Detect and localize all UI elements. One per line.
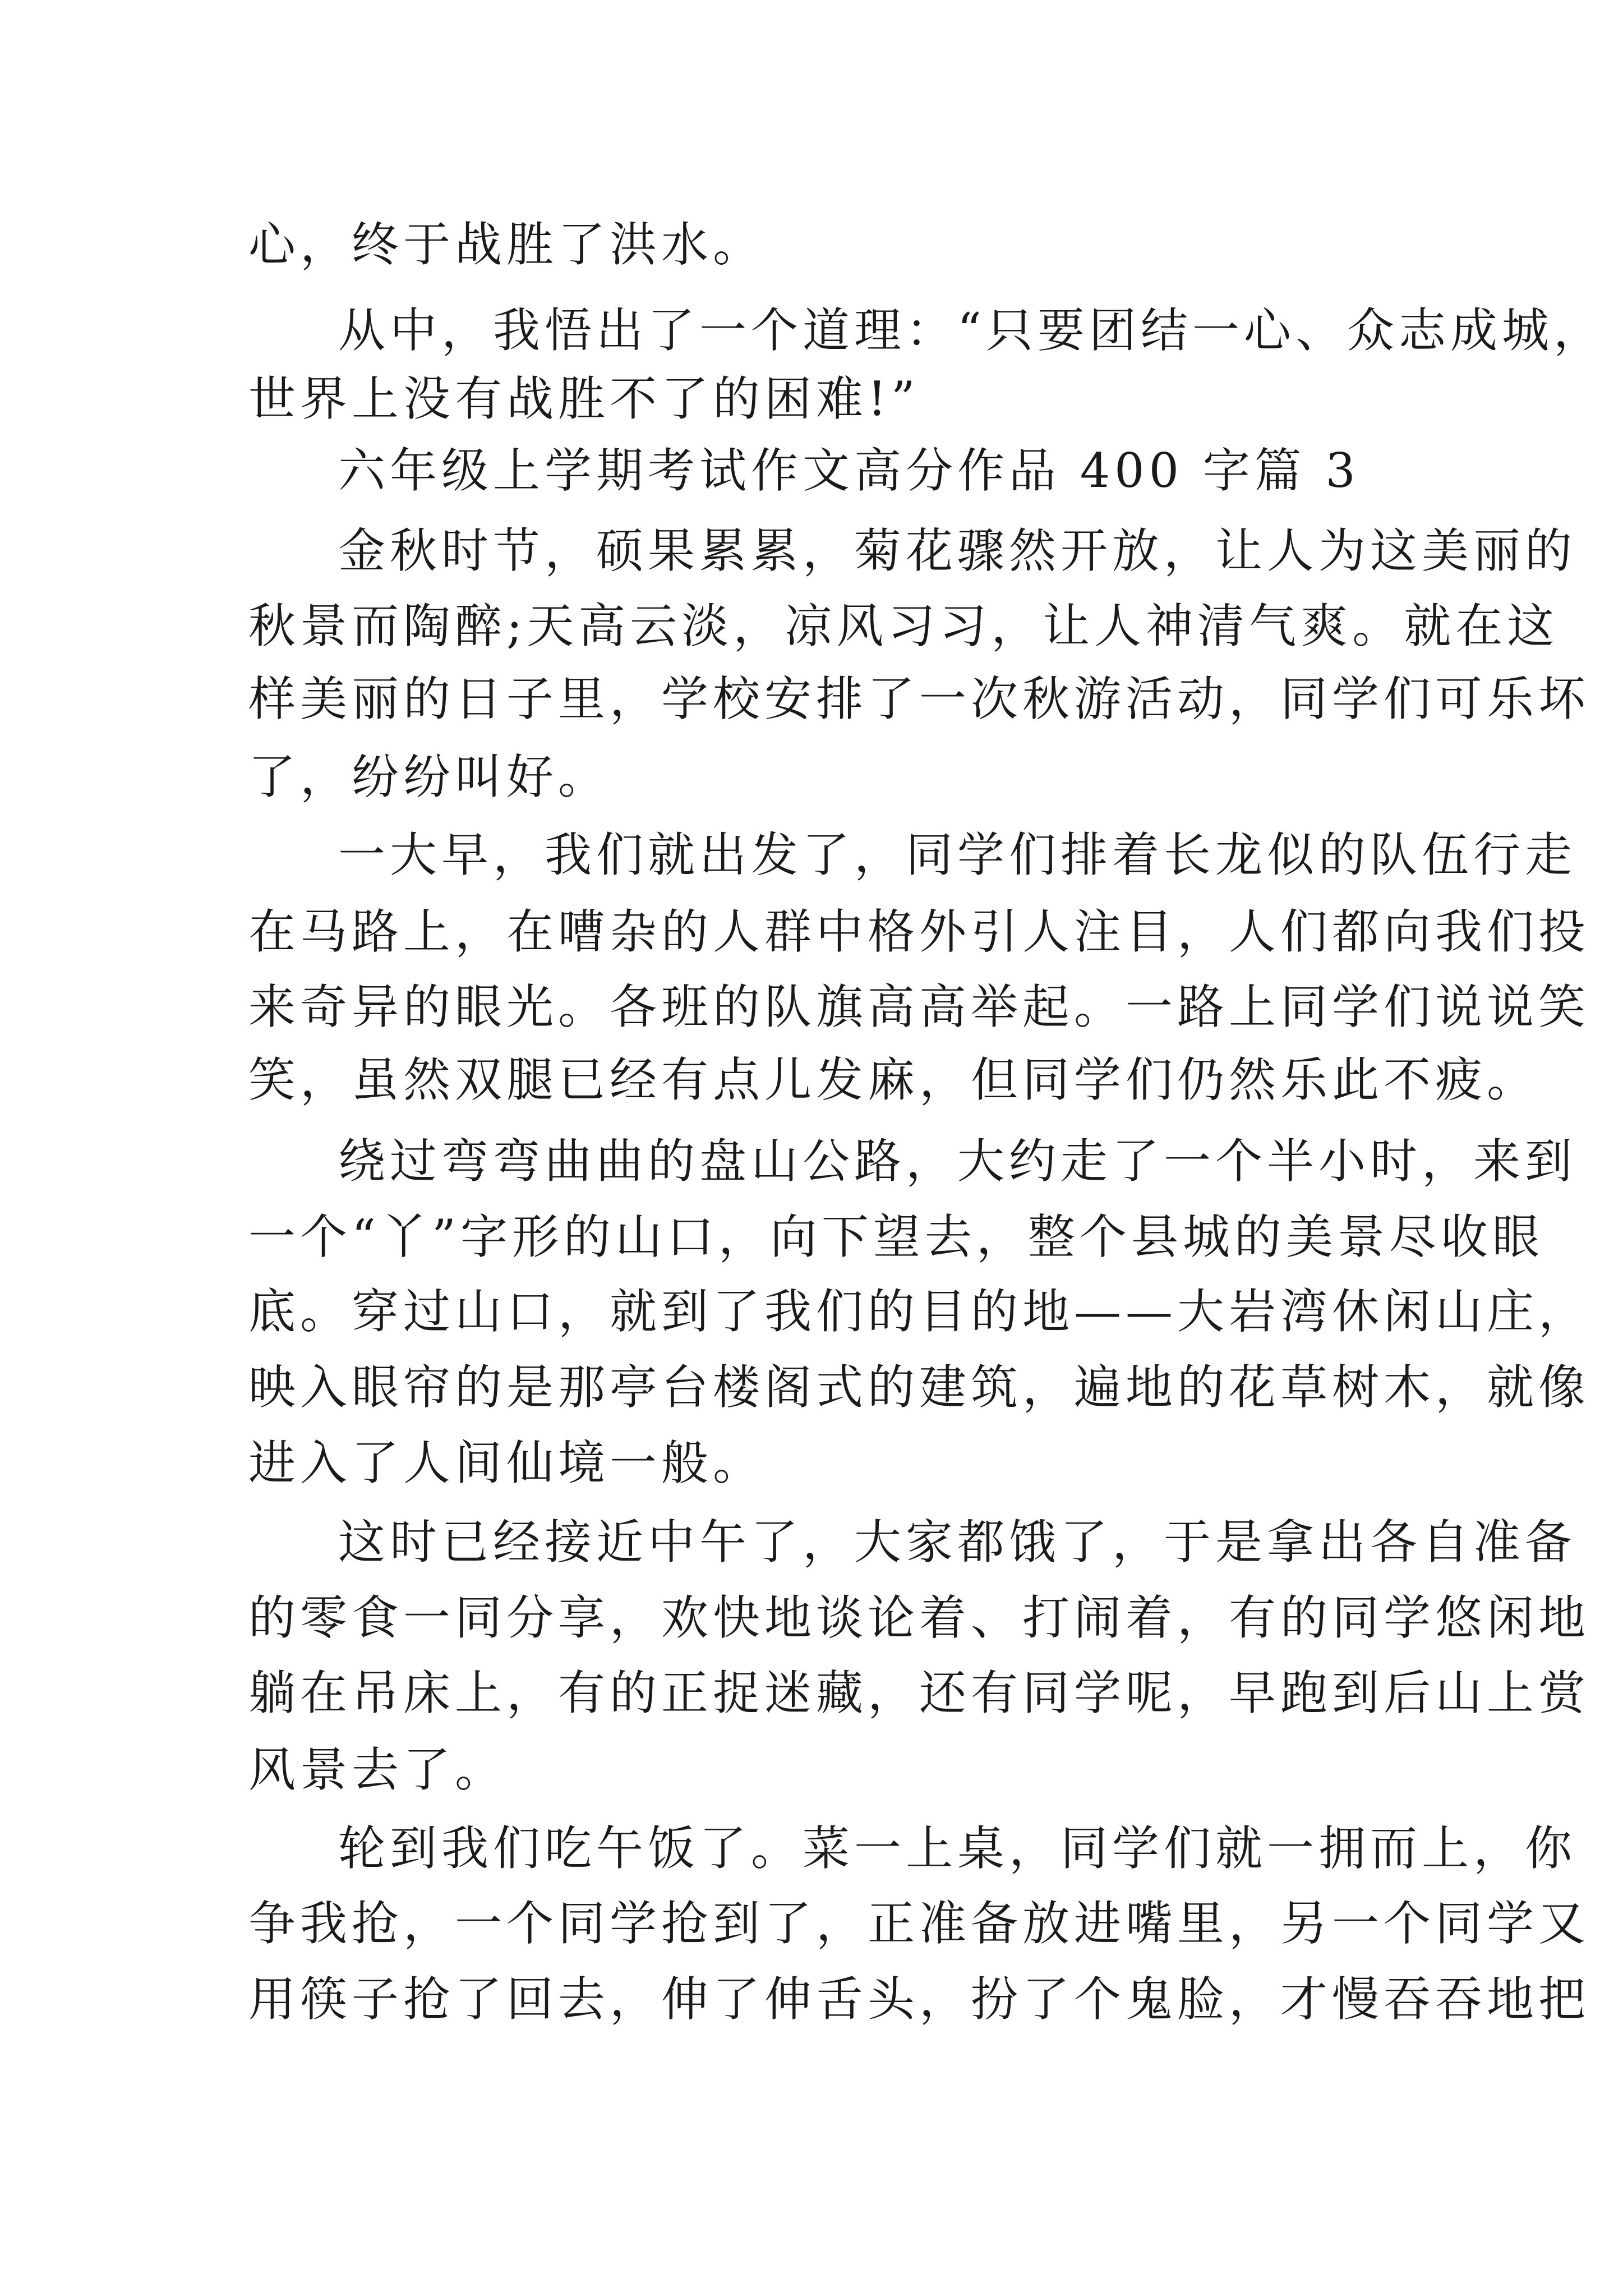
text-line: 底。穿过山口，就到了我们的目的地——大岩湾休闲山庄， [248,1284,1590,1339]
text-line: 映入眼帘的是那亭台楼阁式的建筑，遍地的花草树木，就像 [248,1360,1590,1415]
text-line: 样美丽的日子里，学校安排了一次秋游活动，同学们可乐坏 [248,671,1590,726]
text-line: 这时已经接近中午了，大家都饿了，于是拿出各自准备 [338,1515,1577,1570]
text-line: 笑，虽然双腿已经有点儿发麻，但同学们仍然乐此不疲。 [248,1052,1539,1107]
text-line: 世界上没有战胜不了的困难!” [248,371,920,426]
text-line: 一大早，我们就出发了，同学们排着长龙似的队伍行走 [338,827,1577,882]
text-line: 争我抢，一个同学抢到了，正准备放进嘴里，另一个同学又 [248,1896,1590,1951]
text-line: 轮到我们吃午饭了。菜一上桌，同学们就一拥而上，你 [338,1821,1577,1876]
text-line: 风景去了。 [248,1742,507,1797]
text-line: 躺在吊床上，有的正捉迷藏，还有同学呢，早跑到后山上赏 [248,1665,1590,1720]
text-line: 金秋时节，硕果累累，菊花骤然开放，让人为这美丽的 [338,523,1577,578]
text-line: 心，终于战胜了洪水。 [248,217,765,272]
text-line: 在马路上，在嘈杂的人群中格外引人注目，人们都向我们投 [248,904,1590,959]
text-line: 进入了人间仙境一般。 [248,1435,765,1490]
section-heading: 六年级上学期考试作文高分作品 400 字篇 3 [338,443,1360,498]
text-line: 从中，我悟出了一个道理：“只要团结一心、众志成城， [338,303,1605,358]
text-line: 的零食一同分享，欢快地谈论着、打闹着，有的同学悠闲地 [248,1590,1590,1645]
text-line: 了，纷纷叫好。 [248,749,610,804]
text-line: 一个“丫”字形的山口，向下望去，整个县城的美景尽收眼 [248,1209,1544,1264]
text-line: 用筷子抢了回去，伸了伸舌头，扮了个鬼脸，才慢吞吞地把 [248,1972,1590,2027]
text-line: 来奇异的眼光。各班的队旗高高举起。一路上同学们说说笑 [248,979,1590,1034]
text-line: 秋景而陶醉;天高云淡，凉风习习，让人神清气爽。就在这 [248,599,1559,654]
text-line: 绕过弯弯曲曲的盘山公路，大约走了一个半小时，来到 [338,1134,1577,1189]
